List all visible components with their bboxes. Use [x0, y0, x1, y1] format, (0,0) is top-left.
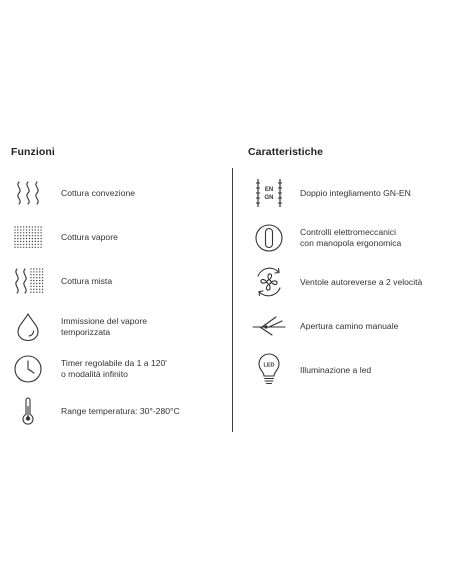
feature-label: Ventole autoreverse a 2 velocità — [300, 276, 423, 287]
steam-dots-icon — [11, 220, 45, 254]
feature-fan — [252, 265, 422, 299]
feature-label: Cottura mista — [61, 275, 113, 286]
water-drop-icon — [11, 310, 45, 344]
feature-label: Apertura camino manuale — [300, 320, 399, 331]
functions-title: Funzioni — [11, 146, 55, 158]
feature-controls — [252, 221, 401, 255]
reversing-fan-icon — [252, 265, 286, 299]
led-bulb-icon — [252, 353, 286, 387]
feature-timer — [11, 352, 167, 386]
feature-label: Immissione del vapore temporizzata — [61, 316, 147, 337]
feature-steam — [11, 220, 118, 254]
clock-icon — [11, 352, 45, 386]
feature-label: Range temperatura: 30°-280°C — [61, 405, 180, 416]
feature-label: Cottura convezione — [61, 187, 136, 198]
feature-label: Cottura vapore — [61, 231, 118, 242]
mixed-cooking-icon — [11, 264, 45, 298]
feature-chimney — [252, 309, 398, 343]
feature-convection — [11, 176, 135, 210]
column-divider — [232, 168, 233, 432]
features-title: Caratteristiche — [248, 146, 324, 158]
feature-gn-en — [252, 176, 411, 210]
rack-text-bottom: GN — [264, 195, 274, 201]
feature-label: Controlli elettromeccanici con manopola ergonomica — [300, 227, 402, 248]
bulb-text: LED — [263, 362, 275, 369]
gn-en-rack-icon — [252, 176, 286, 210]
feature-label: Illuminazione a led — [300, 364, 372, 375]
thermometer-icon — [11, 394, 45, 428]
chimney-vent-icon — [252, 309, 286, 343]
convection-waves-icon — [11, 176, 45, 210]
feature-mixed — [11, 264, 112, 298]
rack-text-top: EN — [264, 187, 274, 193]
knob-icon — [252, 221, 286, 255]
feature-led — [252, 353, 371, 387]
feature-label: Doppio integliamento GN-EN — [300, 187, 411, 198]
feature-steam-injection — [11, 310, 147, 344]
feature-label: Timer regolabile da 1 a 120' o modalità infinito — [61, 358, 167, 379]
feature-temperature — [11, 394, 180, 428]
